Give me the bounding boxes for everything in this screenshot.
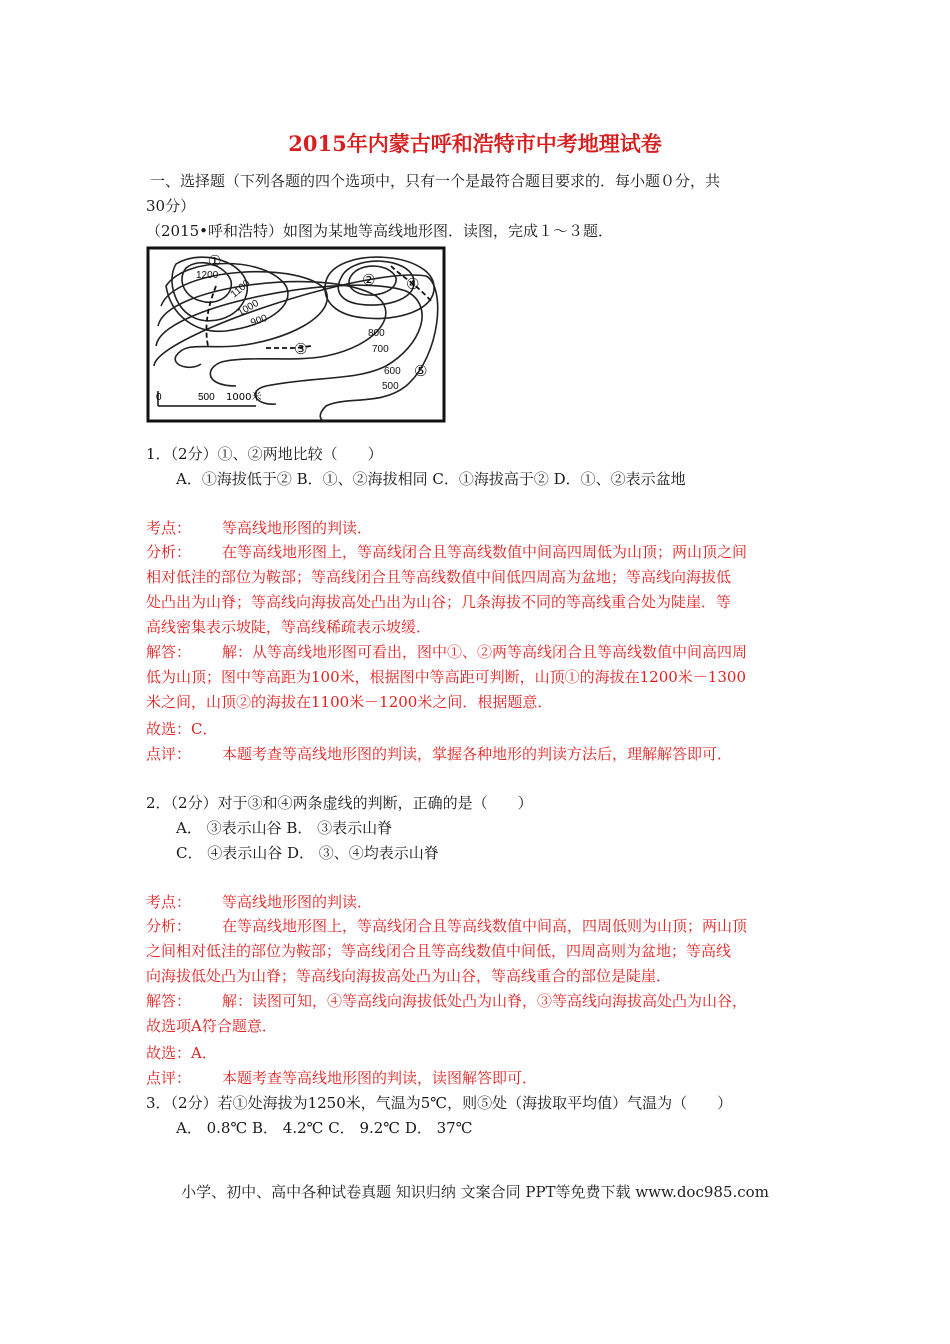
q2-dianping-text: 本题考查等高线地形图的判读，读图解答即可． [222, 1069, 538, 1087]
q1-dianping [146, 743, 732, 764]
q2-kaodian-label: 考点： [146, 893, 192, 911]
q1-kaodian-label: 考点： [146, 519, 192, 537]
q2-fenxi-line: 在等高线地形图上，等高线闭合且等高线数值中间高，四周低则为山顶；两山顶 [222, 917, 748, 935]
q2-jieda-line: 故选项A符合题意． [146, 1017, 277, 1035]
contour-label-900: 900 [249, 312, 269, 329]
q2-fenxi-line: 之间相对低洼的部位为鞍部；等高线闭合且等高线数值中间低，四周高则为盆地；等高线 [146, 942, 732, 960]
q1-kaodian [146, 517, 372, 538]
contour-label-600: 600 [384, 366, 401, 377]
point-2: ② [362, 271, 376, 289]
q1-jieda-line: 米之间，山顶②的海拔在1100米－1200米之间．根据题意． [146, 693, 553, 711]
q2-fenxi-label: 分析： [146, 917, 192, 935]
q2-options-row1: A． ③表示山谷 B． ③表示山脊 [176, 819, 393, 837]
q1-kaodian-text: 等高线地形图的判读． [222, 519, 373, 537]
q2-answer: 故选：A． [146, 1044, 217, 1062]
scale-label-500: 500 [198, 392, 215, 403]
q1-jieda [146, 640, 747, 715]
q1-fenxi-line: 高线密集表示坡陡，等高线稀疏表示坡缓． [146, 618, 432, 636]
q3-options: A． 0.8℃ B． 4.2℃ C． 9.2℃ D． 37℃ [176, 1119, 473, 1137]
q2-dianping-label: 点评： [146, 1069, 192, 1087]
q1-jieda-line: 解：从等高线地形图可看出，图中①、②两等高线闭合且等高线数值中间高四周 [222, 643, 748, 661]
point-3: ③ [294, 340, 308, 358]
q2-fenxi-line: 向海拔低处凸为山脊；等高线向海拔高处凸为山谷，等高线重合的部位是陡崖． [146, 967, 672, 985]
contour-label-1200: 1200 [196, 270, 219, 281]
q2-jieda-line: 解：读图可知，④等高线向海拔低处凸为山脊，③等高线向海拔高处凸为山谷， [222, 992, 748, 1010]
q1-stem: 1．（2分）①、②两地比较（ ） [146, 445, 383, 463]
q1-dianping-label: 点评： [146, 745, 192, 763]
q2-jieda [146, 989, 747, 1039]
q1-answer: 故选：C． [146, 720, 218, 738]
contour-label-500: 500 [382, 381, 399, 392]
q1-jieda-label: 解答： [146, 643, 192, 661]
q1-fenxi-line: 在等高线地形图上，等高线闭合且等高线数值中间高四周低为山顶；两山顶之间 [222, 543, 748, 561]
q2-kaodian [146, 891, 372, 912]
question-intro: （2015•呼和浩特）如图为某地等高线地形图．读图，完成１～３题． [146, 222, 614, 240]
section-heading-line1: 一、选择题（下列各题的四个选项中，只有一个是最符合题目要求的．每小题０分，共 [150, 172, 721, 190]
scale-label-0: 0 [156, 392, 162, 403]
q1-fenxi-line: 处凸出为山脊；等高线向海拔高处凸出为山谷；几条海拔不同的等高线重合处为陡崖．等 [146, 593, 732, 611]
q2-kaodian-text: 等高线地形图的判读． [222, 893, 373, 911]
q3-stem: 3．（2分）若①处海拔为1250米，气温为5℃，则⑤处（海拔取平均值）气温为（ ） [146, 1094, 733, 1112]
q1-dianping-text: 本题考查等高线地形图的判读，掌握各种地形的判读方法后，理解解答即可． [222, 745, 733, 763]
contour-label-1000: 1000 [236, 297, 261, 319]
section-heading-line2: 30分） [146, 197, 196, 215]
q1-fenxi [146, 540, 747, 640]
q1-fenxi-label: 分析： [146, 543, 192, 561]
q2-jieda-label: 解答： [146, 992, 192, 1010]
q2-options-row2: C． ④表示山谷 D． ③、④均表示山脊 [176, 844, 439, 862]
point-5: ⑤ [414, 362, 428, 380]
contour-label-800: 800 [368, 328, 385, 339]
q2-dianping [146, 1067, 537, 1088]
contour-label-1100: 1100 [228, 278, 253, 301]
point-4: ④ [406, 275, 420, 293]
q2-stem: 2．（2分）对于③和④两条虚线的判断，正确的是（ ） [146, 794, 533, 812]
point-1: ① [208, 252, 222, 270]
q2-fenxi [146, 914, 747, 989]
page-title: 2015年内蒙古呼和浩特市中考地理试卷 [288, 131, 662, 156]
page-footer: 小学、初中、高中各种试卷真题 知识归纳 文案合同 PPT等免费下载 www.doc985.com [181, 1183, 769, 1201]
q1-jieda-line: 低为山顶；图中等高距为100米，根据图中等高距可判断，山顶①的海拔在1200米－1300 [146, 668, 746, 686]
contour-label-700: 700 [372, 344, 389, 355]
q1-fenxi-line: 相对低洼的部位为鞍部；等高线闭合且等高线数值中间低四周高为盆地；等高线向海拔低 [146, 568, 732, 586]
scale-label-1000: 1000米 [226, 392, 262, 403]
contour-map [146, 246, 446, 423]
q1-options: A．①海拔低于② B．①、②海拔相同 C．①海拔高于② D．①、②表示盆地 [176, 470, 686, 488]
